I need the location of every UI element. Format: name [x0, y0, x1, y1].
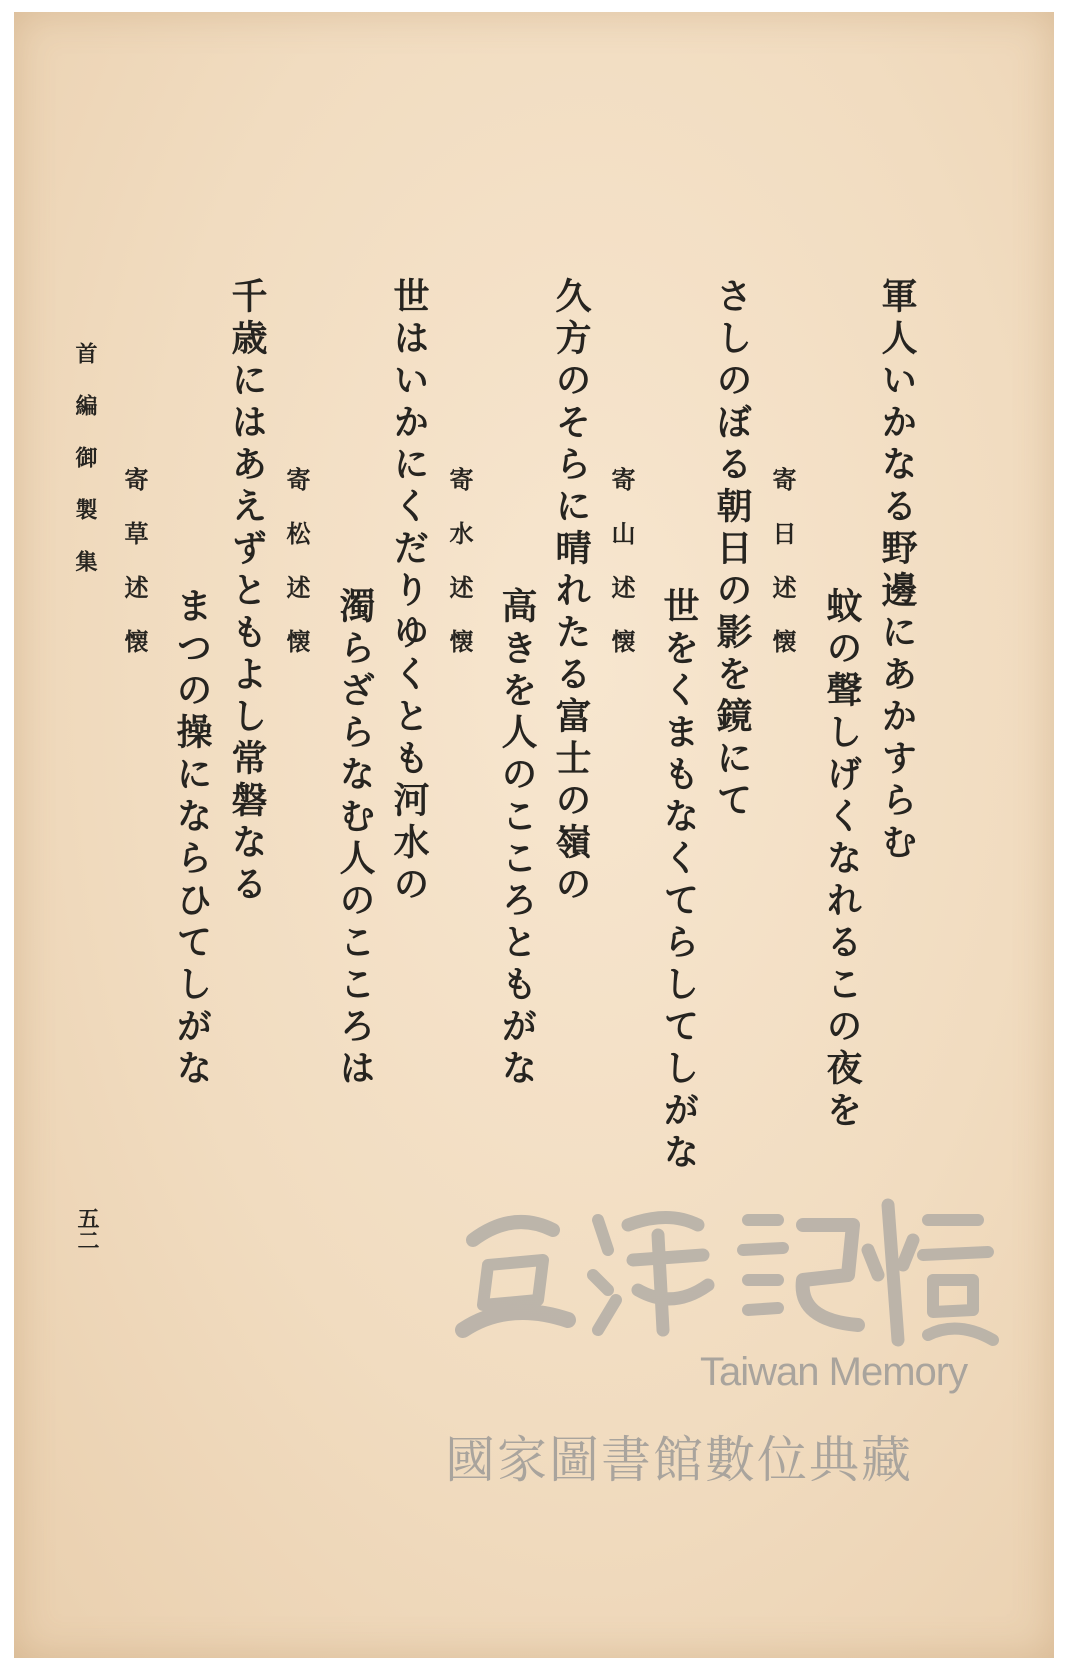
collection-title: 首編御製集 [72, 342, 98, 602]
poem-2-title: 寄日述懐 [768, 467, 797, 683]
poem-1-line-1: 軍人いかなる野邊にあかすらむ [876, 277, 918, 865]
poem-1-line-2: 蚊の聲しげくなれるこの夜を [821, 587, 863, 1133]
poem-3-line-1: 久方のそらに晴れたる富士の嶺の [550, 277, 592, 907]
watermark-english: Taiwan Memory [700, 1350, 968, 1394]
poem-4-title: 寄水述懐 [445, 467, 474, 683]
poem-4-line-1: 世はいかにくだりゆくとも河水の [388, 277, 430, 907]
poem-3-title: 寄山述懐 [607, 467, 636, 683]
poem-3-line-2: 高きを人のこころともがな [496, 587, 538, 1091]
poem-6-title: 寄草述懐 [120, 467, 149, 683]
poem-5-line-1: 千歳にはあえずともよし常磐なる [226, 277, 268, 907]
poem-5-line-2: まつの操にならひてしがな [171, 587, 213, 1091]
poem-2-line-2: 世をくまもなくてらしてしがな [658, 587, 700, 1175]
poem-5-title: 寄松述懐 [282, 467, 311, 683]
poem-4-line-2: 濁らざらなむ人のこころは [334, 587, 376, 1091]
taiwan-memory-logo [458, 1180, 998, 1350]
page-number: 五二 [74, 1207, 100, 1251]
watermark-chinese: 國家圖書館數位典藏 [445, 1431, 913, 1489]
book-page [14, 12, 1054, 1658]
poem-2-line-1: さしのぼる朝日の影を鏡にて [711, 277, 753, 823]
